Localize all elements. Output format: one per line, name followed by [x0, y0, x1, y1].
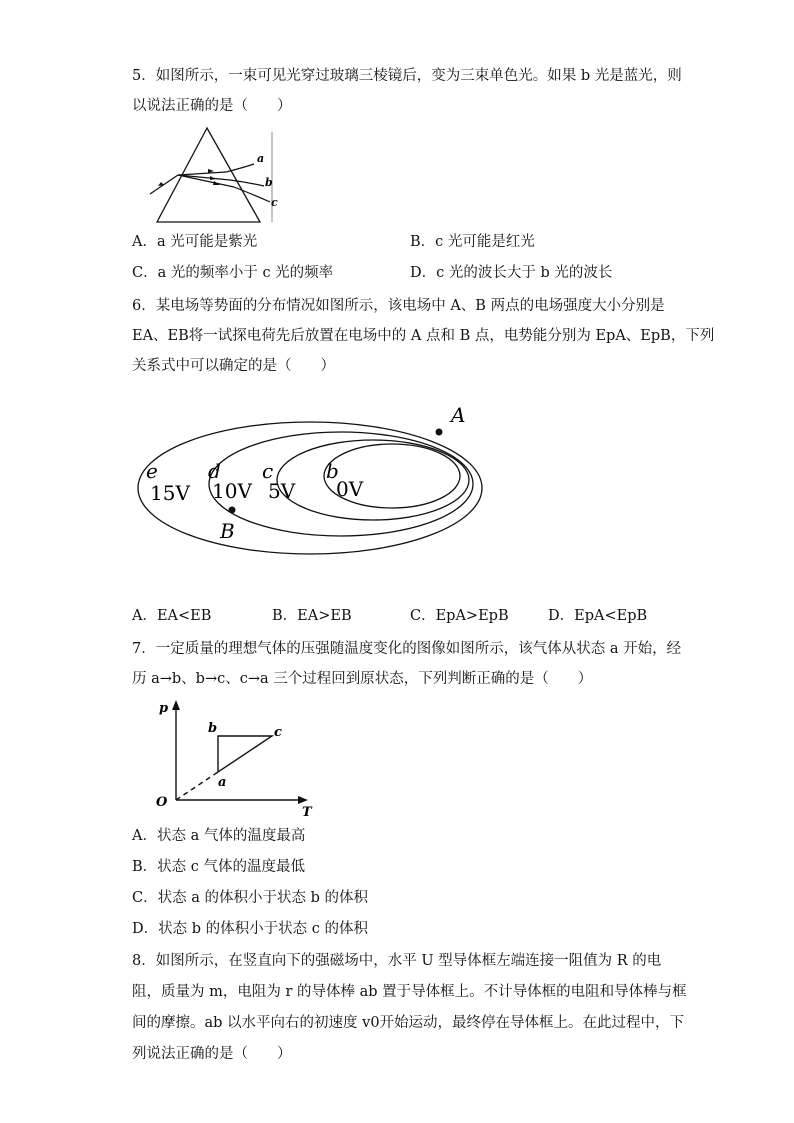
surface-c — [277, 440, 469, 520]
ray-c — [234, 187, 270, 202]
label-15v: 15V — [150, 481, 190, 505]
label-c: c — [271, 196, 278, 209]
q6-option-b[interactable]: B．EA>EB — [272, 608, 352, 624]
q5-stem-line1: 5．如图所示，一束可见光穿过玻璃三棱镜后，变为三束单色光。如果 b 光是蓝光，则 — [132, 68, 682, 84]
axis-p-arrow — [172, 700, 180, 710]
q5-prism-figure — [142, 122, 282, 226]
label-d: d — [208, 459, 221, 483]
prism-triangle — [157, 128, 260, 222]
q6-stem-line2: EA、EB将一试探电荷先后放置在电场中的 A 点和 B 点，电势能分别为 EpA、EpB，下列 — [132, 328, 715, 344]
q7-option-a[interactable]: A．状态 a 气体的温度最高 — [132, 828, 306, 844]
label-o: O — [156, 795, 168, 810]
q6-option-a[interactable]: A．EA<EB — [132, 608, 212, 624]
label-b: b — [208, 721, 218, 736]
q7-option-c[interactable]: C．状态 a 的体积小于状态 b 的体积 — [132, 890, 368, 906]
q6-equipotential-figure — [136, 386, 496, 556]
label-b: b — [326, 459, 339, 483]
dashed-origin-line — [176, 772, 218, 800]
q6-option-c[interactable]: C．EpA>EpB — [410, 608, 509, 624]
label-0v: 0V — [336, 477, 364, 501]
inside-ray — [178, 172, 226, 175]
q5-option-b[interactable]: B．c 光可能是红光 — [410, 234, 535, 250]
q7-stem-line2: 历 a→b、b→c、c→a 三个过程回到原状态，下列判断正确的是（ ） — [132, 671, 593, 687]
label-5v: 5V — [268, 479, 296, 503]
q7-stem-line1: 7．一定质量的理想气体的压强随温度变化的图像如图所示，该气体从状态 a 开始，经 — [132, 641, 682, 657]
label-p: p — [159, 701, 169, 716]
q7-option-d[interactable]: D．状态 b 的体积小于状态 c 的体积 — [132, 921, 368, 937]
ray-b — [230, 180, 264, 186]
label-b: b — [265, 176, 273, 189]
label-a: a — [257, 152, 265, 165]
q7-option-b[interactable]: B．状态 c 气体的温度最低 — [132, 859, 305, 875]
q6-option-d[interactable]: D．EpA<EpB — [548, 608, 648, 624]
q8-stem-line4: 列说法正确的是（ ） — [132, 1046, 292, 1062]
inside-ray-2 — [178, 175, 230, 180]
label-a: a — [218, 775, 227, 790]
q5-option-c[interactable]: C．a 光的频率小于 c 光的频率 — [132, 265, 334, 281]
q5-stem-line2: 以说法正确的是（ ） — [132, 98, 292, 114]
q8-stem-line3: 间的摩擦。ab 以水平向右的初速度 v0开始运动，最终停在导体框上。在此过程中，下 — [132, 1015, 685, 1031]
q5-option-d[interactable]: D．c 光的波长大于 b 光的波长 — [410, 265, 613, 281]
label-e: e — [146, 459, 158, 483]
q7-pt-graph — [148, 696, 324, 818]
q8-stem-line1: 8．如图所示，在竖直向下的强磁场中，水平 U 型导体框左端连接一阻值为 R 的电 — [132, 953, 662, 969]
label-c: c — [274, 725, 282, 740]
cycle-triangle — [218, 736, 272, 772]
q8-stem-line2: 阻，质量为 m，电阻为 r 的导体棒 ab 置于导体框上。不计导体框的电阻和导体棒与框 — [132, 984, 687, 1000]
q6-stem-line1: 6．某电场等势面的分布情况如图所示，该电场中 A、B 两点的电场强度大小分别是 — [132, 298, 665, 314]
label-point-b: B — [220, 519, 235, 543]
point-a-dot — [436, 429, 443, 436]
label-point-a: A — [451, 403, 466, 427]
point-b-dot — [229, 507, 236, 514]
axis-t-arrow — [298, 796, 308, 804]
label-c: c — [262, 459, 274, 483]
label-10v: 10V — [212, 479, 252, 503]
inside-ray-3 — [178, 175, 234, 187]
arrow-3 — [213, 181, 220, 185]
q6-stem-line3: 关系式中可以确定的是（ ） — [132, 358, 335, 374]
label-t: T — [302, 805, 312, 818]
q5-option-a[interactable]: A．a 光可能是紫光 — [132, 234, 258, 250]
